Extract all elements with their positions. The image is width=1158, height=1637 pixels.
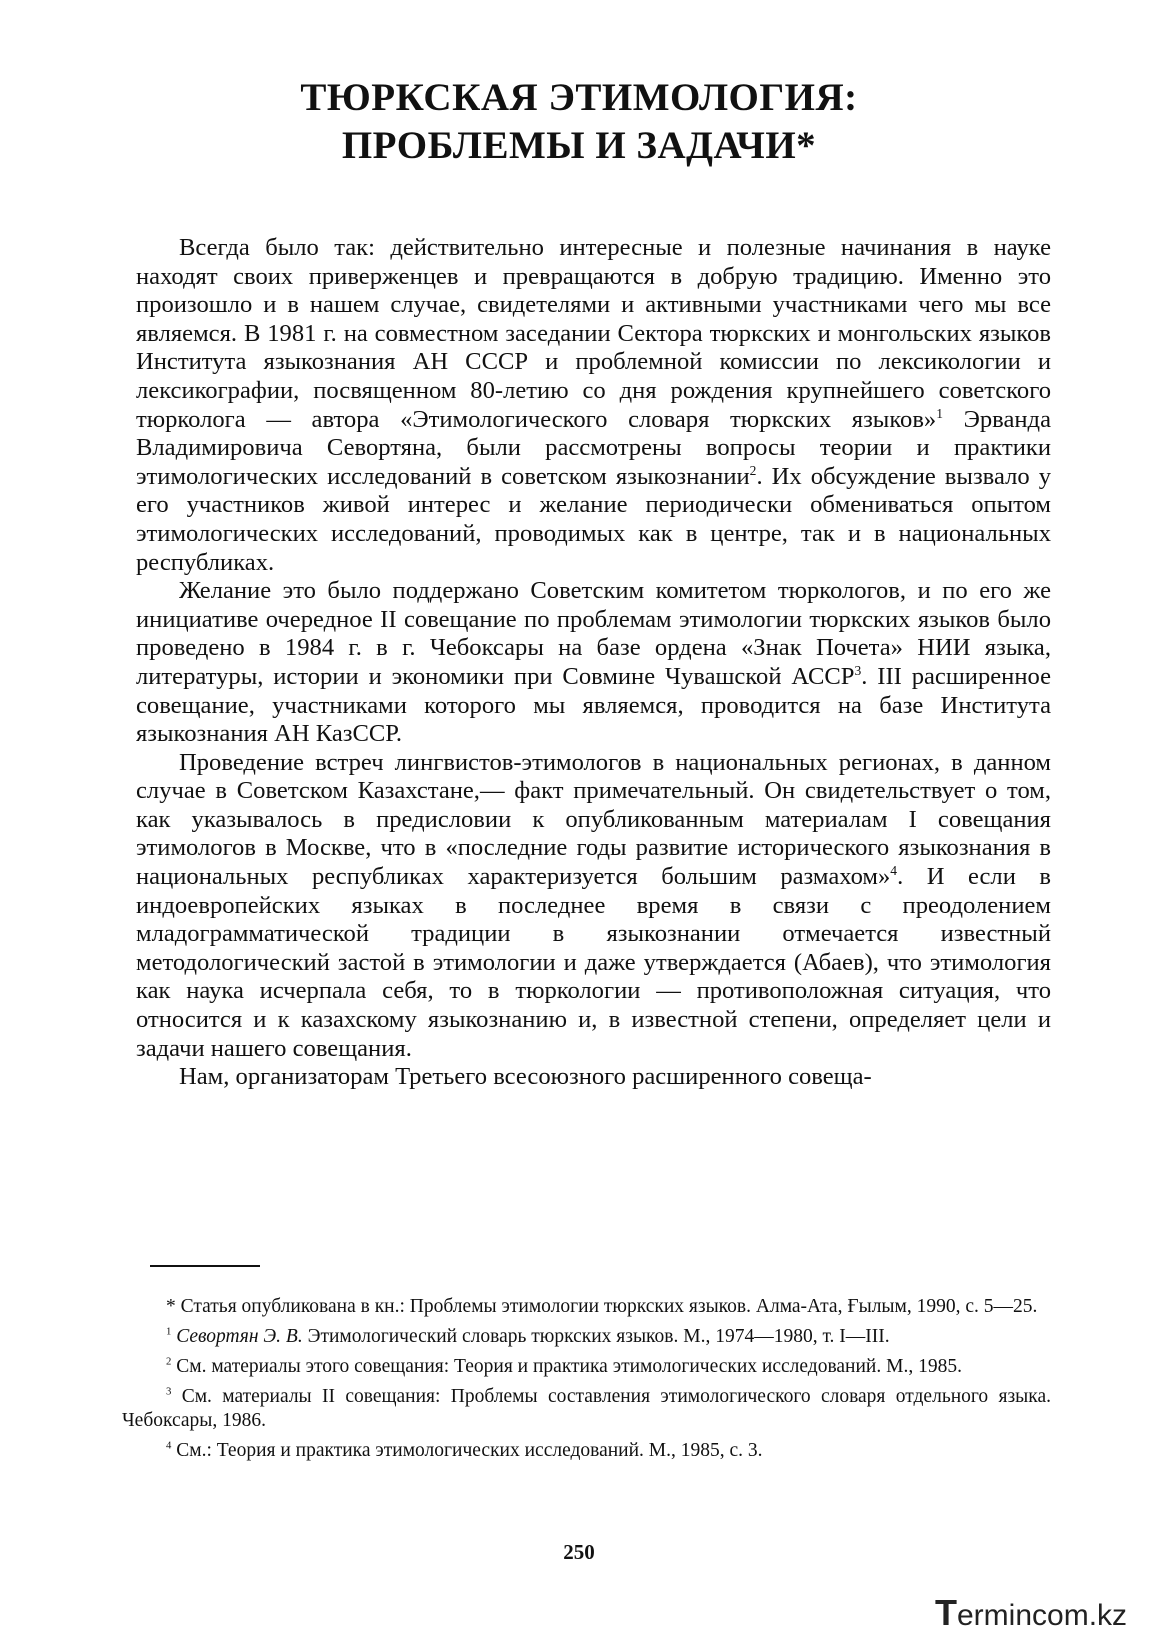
footnote-star: * Статья опубликована в кн.: Проблемы этимологии тюркских языков. Алма-Ата, Ғылым, 1990, с. 5—25. <box>166 1296 1038 1317</box>
footnote-ref-2: 2 <box>749 462 757 478</box>
footnote-1: $^1$ Севортян Э. В. Этимологический словарь тюркских языков. М., 1974—1980, т. I—III. <box>166 1325 890 1347</box>
footnote-ref-3: 3 <box>854 662 862 678</box>
footnote-3: $^3$ См. материалы II совещания: Проблемы составления этимологического словаря отдельного языка. Чебоксары, 1986. <box>122 1385 1051 1431</box>
footnotes <box>122 1295 1051 1469</box>
title-line-1: ТЮРКСКАЯ ЭТИМОЛОГИЯ: <box>300 76 858 119</box>
footnote-4: $^4$ См.: Теория и практика этимологических исследований. М., 1985, с. 3. <box>166 1439 763 1461</box>
article-title <box>0 74 1158 170</box>
footnote-ref-4: 4 <box>890 862 898 878</box>
page-number: 250 <box>563 1540 595 1564</box>
title-line-2: ПРОБЛЕМЫ И ЗАДАЧИ* <box>341 124 817 167</box>
paragraph-4: Нам, организаторам Третьего всесоюзного расширенного совеща- <box>179 1063 872 1091</box>
footnote-author: Севортян Э. В. <box>171 1326 303 1347</box>
footnote-2: $^2$ См. материалы этого совещания: Теория и практика этимологических исследований. М., 1985. <box>166 1355 962 1377</box>
footnote-ref-1: 1 <box>936 405 943 421</box>
paragraph-3: Проведение встреч лингвистов-этимологов в национальных регионах, в данном случае в Советском Казахстане,— факт примечательный. Он свидетельствует о том, как указывалось в предисловии к опубликованным материалам I совещания этимологов в Москве, что в «последние годы развитие исторического языкознания в национальных республиках характеризуется большим размахом»$^4$. И если в индоевропейских языках в последнее время в связи с преодолением младограмматической традиции в языкознании отмечается известный методологический застой в этимологии и даже утверждается (Абаев), что этимология как наука исчерпала себя, то в тюркологии — противоположная ситуация, что относится и к казахскому языкознанию и, в известной степени, определяет цели и задачи нашего совещания. <box>136 748 1051 1062</box>
article-body <box>136 234 1051 1092</box>
footnote-separator <box>150 1265 260 1267</box>
paragraph-2: Желание это было поддержано Советским комитетом тюркологов, и по его же инициативе очередное II совещание по проблемам этимологии тюркских языков было проведено в 1984 г. в г. Чебоксары на базе ордена «Знак Почета» НИИ языка, литературы, истории и экономики при Совмине Чувашской АССР$^3$. III расширенное совещание, участниками которого мы являемся, проводится на базе Института языкознания АН КазССР. <box>136 577 1051 748</box>
site-watermark: Termincom.kz <box>935 1592 1128 1633</box>
paragraph-1: Всегда было так: действительно интересные и полезные начинания в науке находят своих приверженцев и превращаются в добрую традицию. Именно это произошло и в нашем случае, свидетелями и активными участниками чего мы все являемся. В 1981 г. на совместном заседании Сектора тюркских и монгольских языков Института языкознания АН СССР и проблемной комиссии по лексикологии и лексикографии, посвященном 80-летию со дня рождения крупнейшего советского тюрколога — автора «Этимологического словаря тюркских языков»$^1$ Эрванда Владимировича Севортяна, были рассмотрены вопросы теории и практики этимологических исследований в советском языкознании$^2$. Их обсуждение вызвало у его участников живой интерес и желание периодически обмениваться опытом этимологических исследований, проводимых как в центре, так и в национальных республиках. <box>136 234 1051 576</box>
